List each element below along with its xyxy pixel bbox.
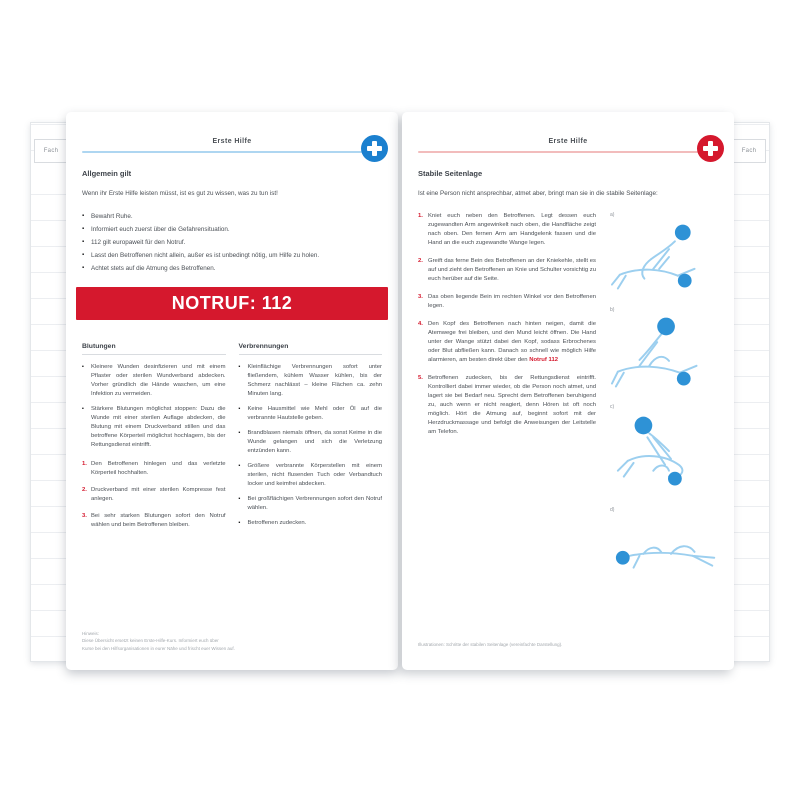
intro-text: Wenn ihr Erste Hilfe leisten müsst, ist es gut zu wissen, was zu tun ist!	[82, 190, 278, 197]
section-title: Allgemein gilt	[82, 169, 132, 178]
subject-tab-label: Fach	[43, 148, 59, 154]
step-text: Betroffenen zudecken, bis der Rettungsdienst eintrifft. Kontrolliert dabei immer wieder, ob die Person noch atmet, und lagert sie bei Bedarf neu. Sprecht dem Betroffenen beruhigend zu, auch wenn er nicht reagiert, denn Hören ist oft noch möglich. Hört die Atmung auf, beginnt sofort mit der Herzdruckmassage und befolgt die Anweisungen der Leitstelle am Telefon.	[428, 375, 596, 435]
first-aid-cross-icon	[697, 135, 724, 162]
paragraph-text: Stärkere Blutungen möglichst stoppen: Dazu die Wunde mit einer sterilen Auflage abdecken, die Blutung mit einem Druckverband stillen und das betroffene Körperteil möglichst hochlagern, bis der Rettungsdienst eintrifft.	[91, 406, 226, 448]
step-text: Bei sehr starken Blutungen sofort den Notruf wählen und beim Betroffenen bleiben.	[91, 513, 226, 528]
page-header	[418, 138, 718, 153]
numbered-step	[82, 486, 226, 504]
paragraph-text: Kleinflächige Verbrennungen sofort unter fließendem, kühlem Wasser kühlen, bis der Schmerz nachlässt – kleine Flächen ca. zehn Minuten lang.	[247, 364, 382, 397]
numbered-step	[418, 212, 596, 248]
step-text: Das oben liegende Bein im rechten Winkel vor den Betroffenen legen.	[428, 294, 596, 309]
paragraph	[239, 519, 383, 528]
square-bullet-icon	[239, 462, 248, 489]
emergency-number-banner	[76, 287, 388, 320]
list-item	[82, 210, 382, 223]
step-number: 5.	[418, 375, 423, 381]
subject-tab-left	[34, 139, 68, 163]
figure-label: c)	[610, 404, 615, 410]
page-footer	[418, 641, 694, 649]
square-bullet-icon	[239, 495, 248, 513]
intro-text: Ist eine Person nicht ansprechbar, atmet aber, bringt man sie in die stabile Seitenlage:	[418, 190, 658, 197]
step-text: Greift das ferne Bein des Betroffenen an der Kniekehle, stellt es auf und zieht den Betroffenen an Knie und Schulter vorsichtig zu euch herüber auf die Seite.	[428, 258, 596, 282]
numbered-step	[418, 257, 596, 284]
footer-line: Hinweis:	[82, 630, 100, 636]
footer-line: Kurse bei den Hilfsorganisationen in eurer Nähe und frischt euer Wissen auf.	[82, 645, 235, 651]
step-number: 2.	[418, 258, 423, 264]
step-number: 4.	[418, 321, 423, 327]
page-left	[66, 112, 398, 670]
figure-a	[610, 212, 728, 299]
paragraph	[239, 405, 383, 423]
footer-line: Illustrationen: Schritte der stabilen Seitenlage (vereinfachte Darstellung).	[418, 641, 563, 647]
subject-tab-label: Fach	[741, 148, 757, 154]
numbered-step	[418, 320, 596, 365]
paragraph-text: Kleinere Wunden desinfizieren und mit einem Pflaster oder sterilen Wundverband abdecken. Vorher gründlich die Hände waschen, um eine Infektion zu vermeiden.	[91, 364, 226, 397]
numbered-step	[418, 374, 596, 437]
list-item-text: Informiert euch zuerst über die Gefahrensituation.	[91, 226, 230, 233]
recovery-step-b-illustration	[610, 314, 728, 396]
subject-tab-right	[732, 139, 766, 163]
step-number: 1.	[82, 461, 87, 467]
square-bullet-icon	[82, 236, 91, 249]
numbered-step	[82, 460, 226, 478]
step-number: 3.	[418, 294, 423, 300]
emergency-number-text: NOTRUF: 112	[171, 293, 293, 313]
column-bleedings	[82, 343, 226, 538]
paragraph-text: Bei großflächigen Verbrennungen sofort den Notruf wählen.	[247, 496, 382, 511]
page-header	[82, 138, 382, 153]
square-bullet-icon	[82, 363, 91, 399]
column-burns	[239, 343, 383, 538]
column-title: Verbrennungen	[239, 343, 383, 355]
recovery-position-steps	[418, 212, 596, 582]
step-text: Den Kopf des Betroffenen nach hinten neigen, damit die Atemwege frei bleiben, und den Mund leicht öffnen. Die Hand unter der Wange stützt dabei den Kopf, sodass Erbrochenes oder Blut abfließen kann. Danach so schnell wie möglich Hilfe alarmieren, am besten direkt über den	[428, 321, 596, 363]
square-bullet-icon	[239, 519, 248, 528]
planner-spread	[30, 112, 770, 670]
ruled-page-edge-right	[728, 122, 770, 662]
list-item-text: Bewahrt Ruhe.	[91, 213, 133, 220]
figure-label: b)	[610, 307, 615, 313]
recovery-step-a-illustration	[610, 219, 728, 299]
square-bullet-icon	[239, 363, 248, 399]
step-text: Den Betroffenen hinlegen und das verletzte Körperteil hochhalten.	[91, 461, 226, 476]
paragraph-text: Betroffenen zudecken.	[247, 520, 307, 526]
paragraph	[239, 363, 383, 399]
first-aid-cross-icon	[361, 135, 388, 162]
section-title: Stabile Seitenlage	[418, 169, 483, 178]
step-text: Kniet euch neben den Betroffenen. Legt dessen euch zugewandten Arm angewinkelt nach oben, die Handfläche zeigt nach oben. Den fernen Arm am Handgelenk fassen und die Hand an die euch zugewandte Wange legen.	[428, 213, 596, 246]
general-rules-list	[82, 210, 382, 275]
column-title: Blutungen	[82, 343, 226, 355]
square-bullet-icon	[239, 405, 248, 423]
square-bullet-icon	[82, 262, 91, 275]
paragraph-text: Größere verbrannte Körperstellen mit einem sterilen, nicht flusenden Tuch oder Verbandtuch locker und keimfrei abdecken.	[247, 463, 382, 487]
page-header-title: Erste Hilfe	[212, 138, 252, 145]
list-item	[82, 236, 382, 249]
figure-b	[610, 307, 728, 396]
list-item-text: 112 gilt europaweit für den Notruf.	[91, 239, 186, 246]
list-item	[82, 249, 382, 262]
paragraph	[239, 429, 383, 456]
recovery-step-c-illustration	[610, 411, 728, 499]
page-right	[402, 112, 734, 670]
paragraph-text: Brandblasen niemals öffnen, da sonst Keime in die Wunde gelangen und sich die Verletzung entzünden kann.	[247, 430, 382, 454]
header-rule	[418, 151, 718, 153]
two-column-section	[82, 343, 382, 538]
emergency-number-inline: Notruf 112	[529, 357, 558, 363]
list-item	[82, 223, 382, 236]
step-text: Druckverband mit einer sterilen Kompresse fest anlegen.	[91, 487, 226, 502]
step-number: 1.	[418, 213, 423, 219]
paragraph	[239, 495, 383, 513]
header-rule	[82, 151, 382, 153]
paragraph-text: Keine Hausmittel wie Mehl oder Öl auf die verbrannte Hautstelle geben.	[247, 406, 382, 421]
paragraph	[239, 462, 383, 489]
numbered-step	[82, 512, 226, 530]
list-item-text: Lasst den Betroffenen nicht allein, außer es ist unbedingt nötig, um Hilfe zu holen.	[91, 252, 320, 259]
numbered-steps	[82, 460, 226, 530]
footer-line: Diese Übersicht ersetzt keinen Erste-Hilfe-Kurs. Informiert euch über	[82, 638, 219, 643]
page-footer	[82, 630, 382, 653]
step-number: 2.	[82, 487, 87, 493]
square-bullet-icon	[82, 223, 91, 236]
square-bullet-icon	[82, 249, 91, 262]
list-item-text: Achtet stets auf die Atmung des Betroffenen.	[91, 265, 216, 272]
square-bullet-icon	[239, 429, 248, 456]
square-bullet-icon	[82, 210, 91, 223]
paragraph	[82, 363, 226, 399]
numbered-step	[418, 293, 596, 311]
step-number: 3.	[82, 513, 87, 519]
figure-c	[610, 404, 728, 499]
recovery-step-d-illustration	[610, 514, 728, 574]
paragraph	[82, 405, 226, 450]
figure-d	[610, 507, 728, 574]
square-bullet-icon	[82, 405, 91, 450]
figure-label: d)	[610, 507, 615, 513]
illustration-column	[596, 212, 728, 582]
list-item	[82, 262, 382, 275]
figure-label: a)	[610, 212, 615, 218]
page-header-title: Erste Hilfe	[548, 138, 588, 145]
steps-and-figures	[418, 212, 718, 582]
